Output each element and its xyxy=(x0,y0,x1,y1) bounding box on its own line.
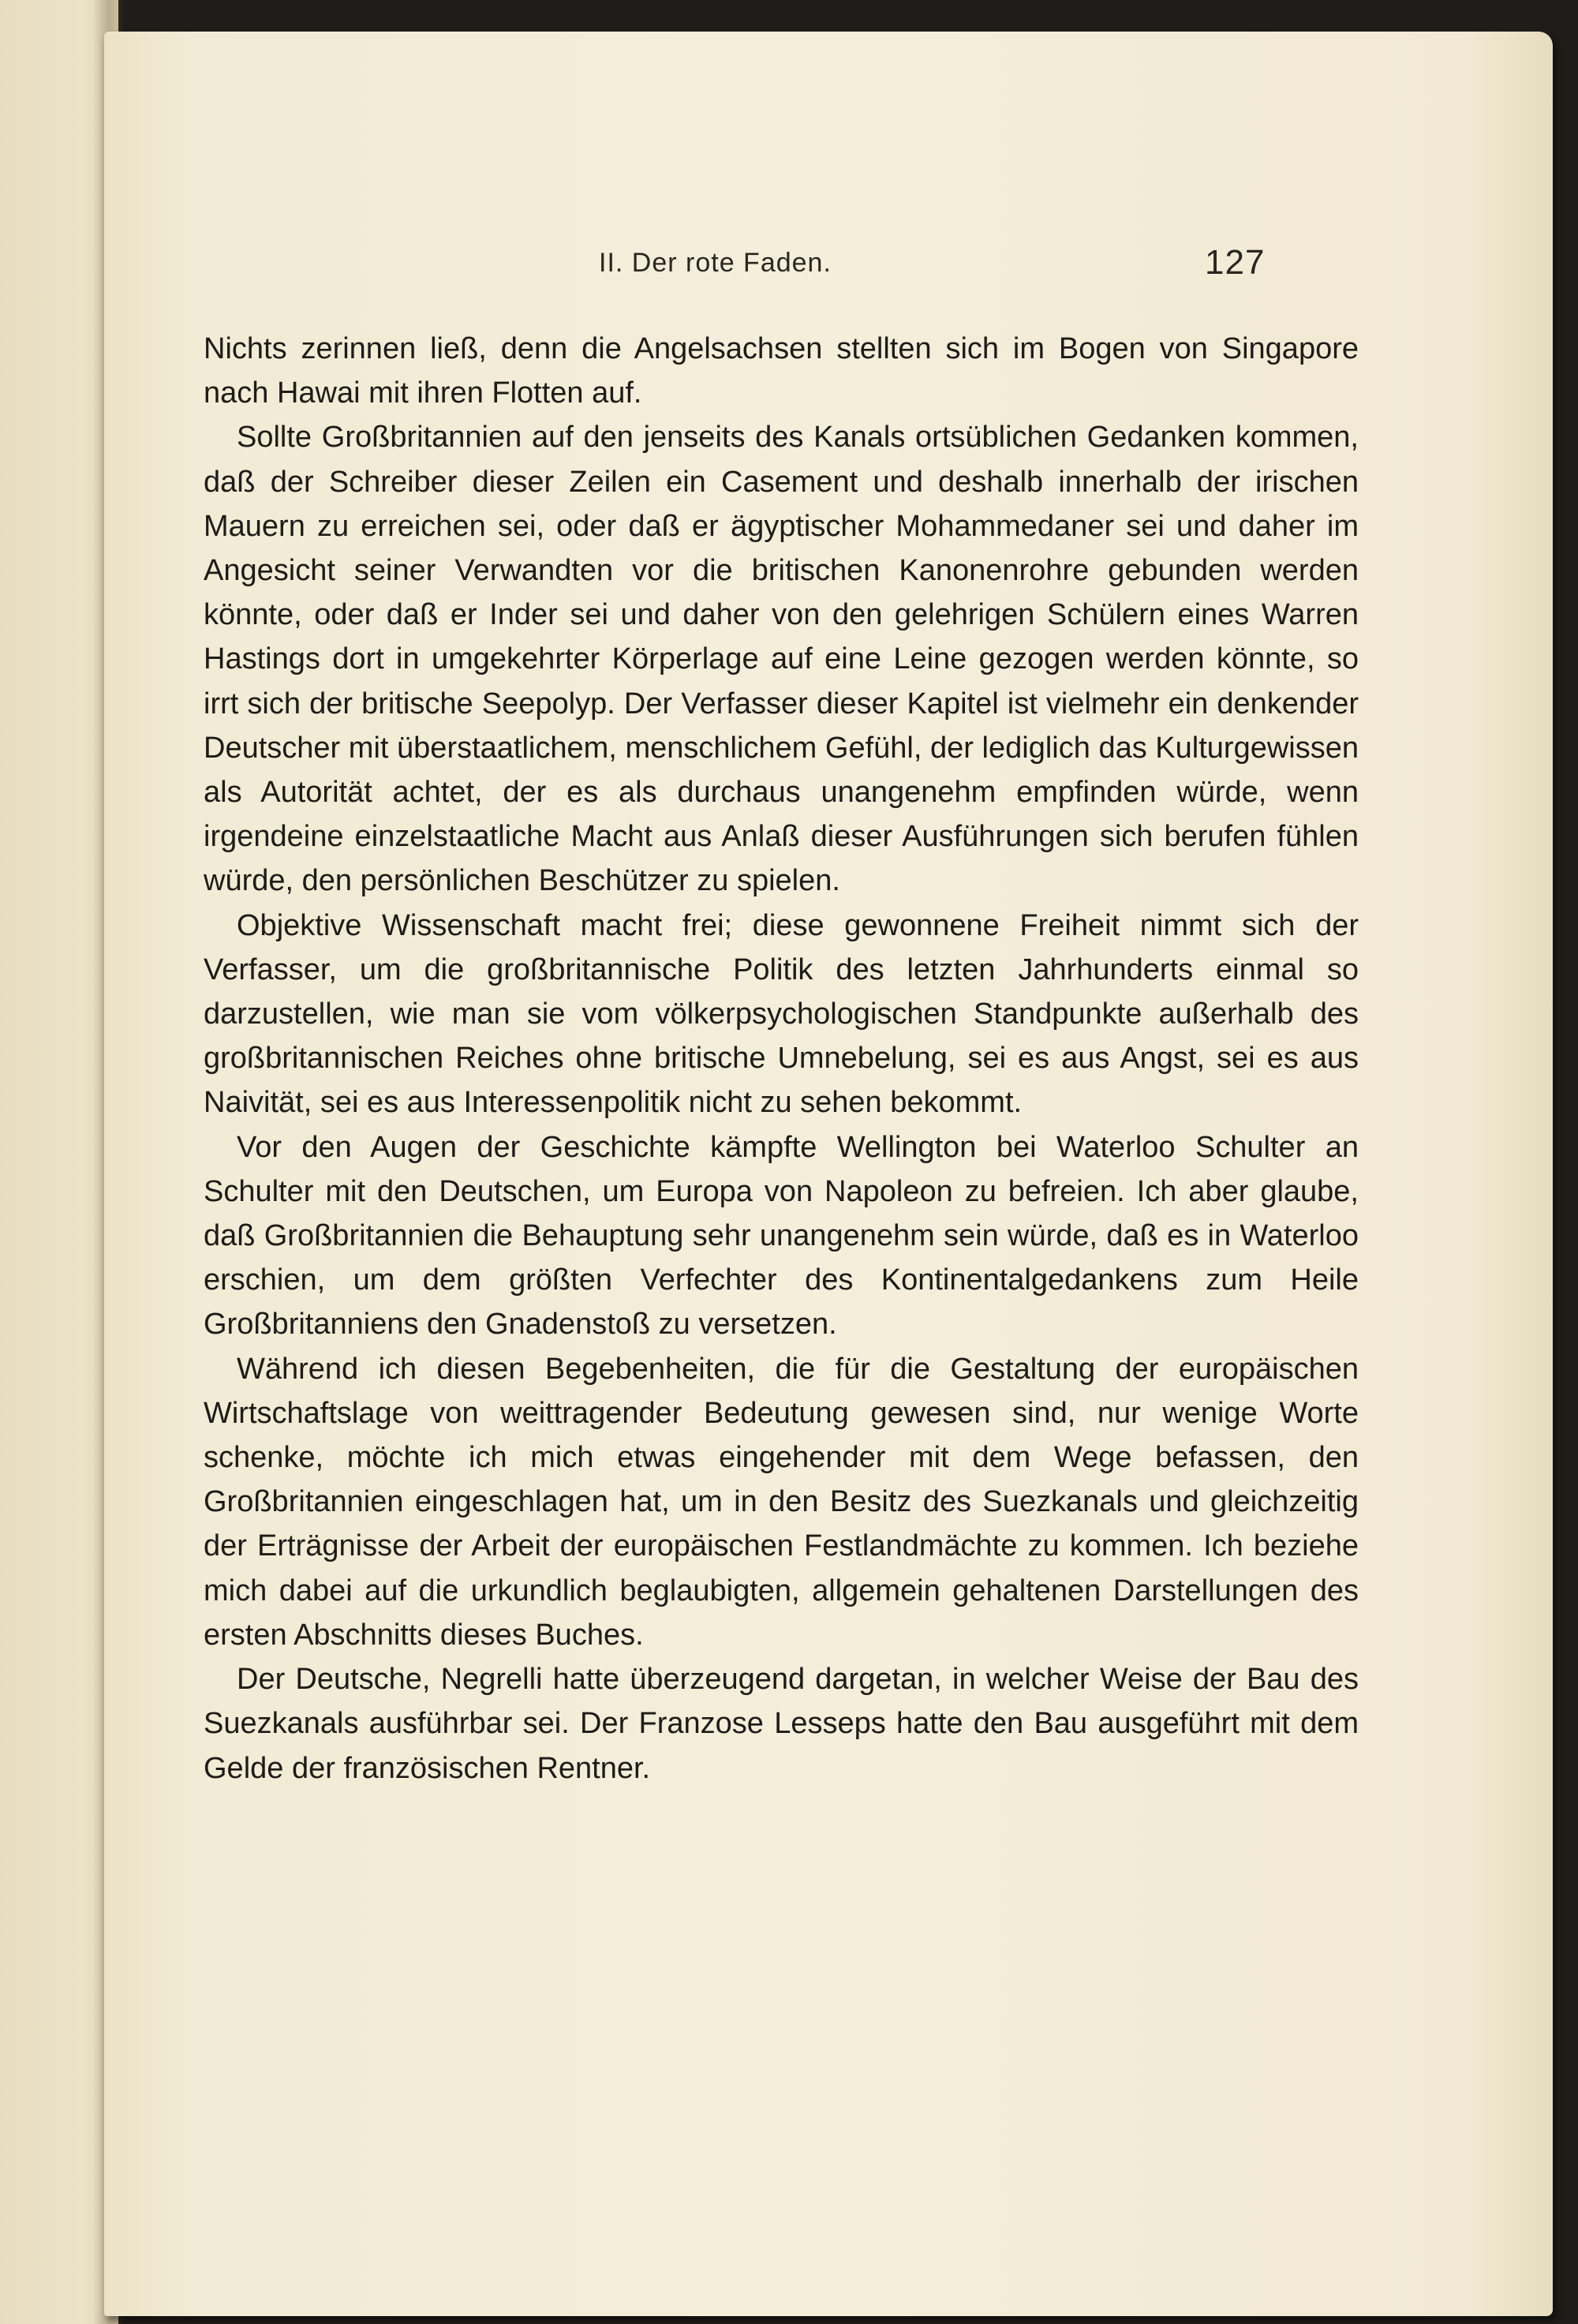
paragraph-3: Objektive Wissenschaft macht frei; diese gewonnene Freiheit nimmt sich der Verfasser, um die großbritannische Politik des letzten Jahrhunderts einmal so darzustellen, wie man sie vom völkerpsychologischen Standpunkte außerhalb des großbritannischen Reiches ohne britische Umnebelung, sei es aus Angst, sei es aus Naivität, sei es aus Interessenpolitik nicht zu sehen bekommt. xyxy=(204,908,1359,1120)
chapter-title: II. Der rote Faden. xyxy=(599,248,832,278)
paragraph-2: Sollte Großbritannien auf den jenseits des Kanals ortsüblichen Gedanken kommen, daß der Schreiber dieser Zeilen ein Casement und deshalb innerhalb der irischen Mauern zu erreichen sei, oder daß er ägyptischer Mohammedaner sei und daher im Angesicht seiner Verwandten vor die britischen Kanonenrohre gebunden werden könnte, oder daß er Inder sei und daher von den gelehrigen Schülern eines Warren Hastings dort in umgekehrter Körperlage auf eine Leine gezogen werden könnte, so irrt sich der britische Seepolyp. Der Verfasser dieser Kapitel ist vielmehr ein denkender Deutscher mit überstaatlichem, menschlichem Gefühl, der lediglich das Kulturgewissen als Autorität achtet, der es als durchaus unangenehm empfinden würde, wenn irgendeine einzelstaatliche Macht aus Anlaß dieser Ausführungen sich berufen fühlen würde, den persönlichen Beschützer zu spielen. xyxy=(204,421,1359,898)
body-text xyxy=(204,327,1359,1791)
paragraph-4: Vor den Augen der Geschichte kämpfte Wellington bei Waterloo Schulter an Schulter mit den Deutschen, um Europa von Napoleon zu befreien. Ich aber glaube, daß Großbritannien die Behauptung sehr unangenehm sein würde, daß es in Waterloo erschien, um dem größten Verfechter des Kontinentalgedankens zum Heile Großbritanniens den Gnadenstoß zu versetzen. xyxy=(204,1130,1359,1342)
paragraph-5: Während ich diesen Begebenheiten, die für die Gestaltung der europäischen Wirtschaftslage von weittragender Bedeutung gewesen sind, nur wenige Worte schenke, möchte ich mich etwas eingehender mit dem Wege befassen, den Großbritannien eingeschlagen hat, um in den Besitz des Suezkanals und gleichzeitig der Erträgnisse der Arbeit der europäischen Festlandmächte zu kommen. Ich beziehe mich dabei auf die urkundlich beglaubigten, allgemein gehaltenen Darstellungen des ersten Abschnitts dieses Buches. xyxy=(204,1352,1359,1652)
book-page xyxy=(104,32,1553,2316)
running-header xyxy=(104,243,1553,290)
paragraph-6: Der Deutsche, Negrelli hatte überzeugend dargetan, in welcher Weise der Bau des Suezkanals ausführbar sei. Der Franzose Lesseps hatte den Bau ausgeführt mit dem Gelde der französischen Rentner. xyxy=(204,1663,1359,1785)
page-number: 127 xyxy=(1205,243,1266,282)
paragraph-1: Nichts zerinnen ließ, denn die Angelsachsen stellten sich im Bogen von Singapore nach Hawai mit ihren Flotten auf. xyxy=(204,332,1359,410)
